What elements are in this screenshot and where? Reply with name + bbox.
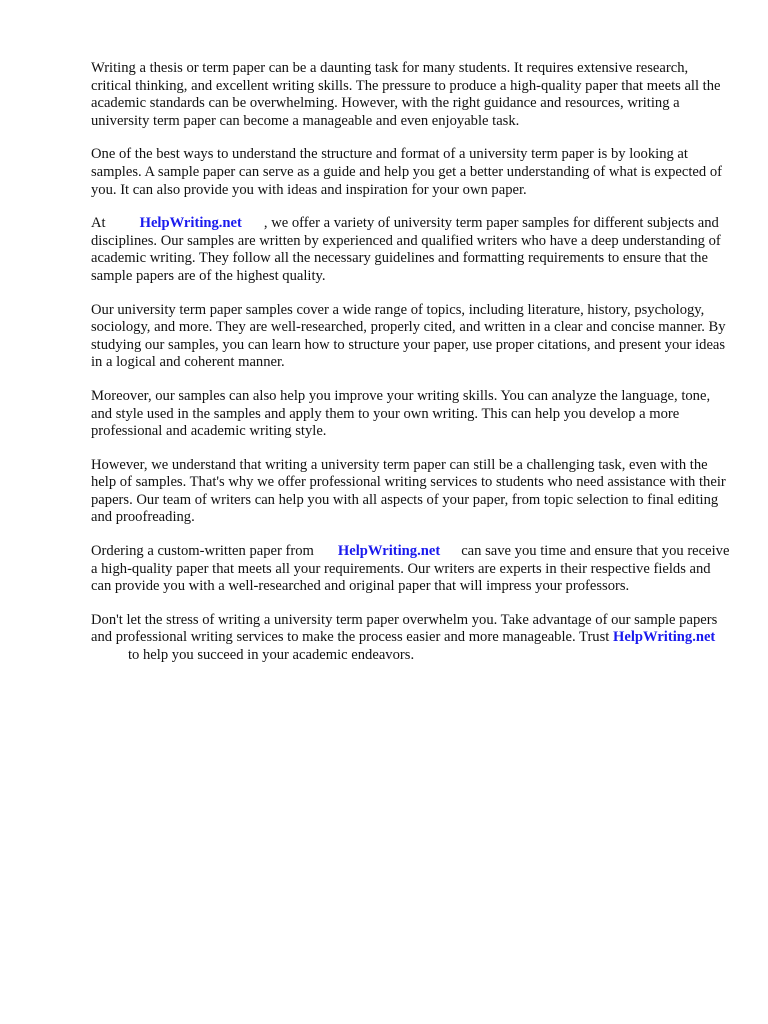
paragraph-ordering-text: can save you time and ensure that you receive a high-quality paper that meets all your requirements. Our writers are experts in their respective fields and can provide you with a well-researched and original paper that will impress your professors.: [91, 543, 730, 595]
helpwriting-link-2[interactable]: HelpWriting.net: [337, 543, 441, 560]
document-body: [91, 60, 731, 681]
helpwriting-link-3[interactable]: HelpWriting.net: [613, 629, 716, 646]
paragraph-services: However, we understand that writing a university term paper can still be a challenging task, even with the help of samples. That's why we offer professional writing services to students who need assistance with their papers. Our team of writers can help you with all aspects of your paper, from topic selection to final editing and proofreading.: [91, 456, 726, 526]
helpwriting-link-1[interactable]: HelpWriting.net: [139, 215, 242, 232]
paragraph-samples: One of the best ways to understand the structure and format of a university term paper is by looking at samples. A sample paper can serve as a guide and help you get a better understanding of what is expected of you. It can also provide you with ideas and inspiration for your own paper.: [91, 146, 722, 198]
paragraph-offer-lead: At: [91, 215, 106, 232]
paragraph-closing-text: to help you succeed in your academic endeavors.: [128, 647, 415, 664]
paragraph-closing-lead: Don't let the stress of writing a university term paper overwhelm you. Take advantage of our sample papers and professional writing services to make the process easier and more manageable. Trust: [91, 611, 718, 646]
paragraph-closing: [91, 612, 731, 665]
paragraph-ordering-lead: Ordering a custom-written paper from: [91, 543, 314, 560]
paragraph-offer: [91, 215, 731, 285]
paragraph-offer-text: , we offer a variety of university term paper samples for different subjects and disciplines. Our samples are written by experienced and qualified writers who have a deep understanding of academic writing. They follow all the necessary guidelines and formatting requirements to ensure that the sample papers are of the highest quality.: [91, 215, 721, 284]
paragraph-intro: Writing a thesis or term paper can be a daunting task for many students. It requires extensive research, critical thinking, and excellent writing skills. The pressure to produce a high-quality paper that meets all the academic standards can be overwhelming. However, with the right guidance and resources, writing a university term paper can become a manageable and even enjoyable task.: [91, 60, 721, 129]
paragraph-skills: Moreover, our samples can also help you improve your writing skills. You can analyze the language, tone, and style used in the samples and apply them to your own writing. This can help you develop a more professional and academic writing style.: [91, 387, 711, 440]
paragraph-topics: Our university term paper samples cover a wide range of topics, including literature, history, psychology, sociology, and more. They are well-researched, properly cited, and written in a clear and concise manner. By studying our samples, you can learn how to structure your paper, use proper citations, and present your ideas in a logical and coherent manner.: [91, 301, 726, 371]
paragraph-ordering: [91, 543, 731, 596]
